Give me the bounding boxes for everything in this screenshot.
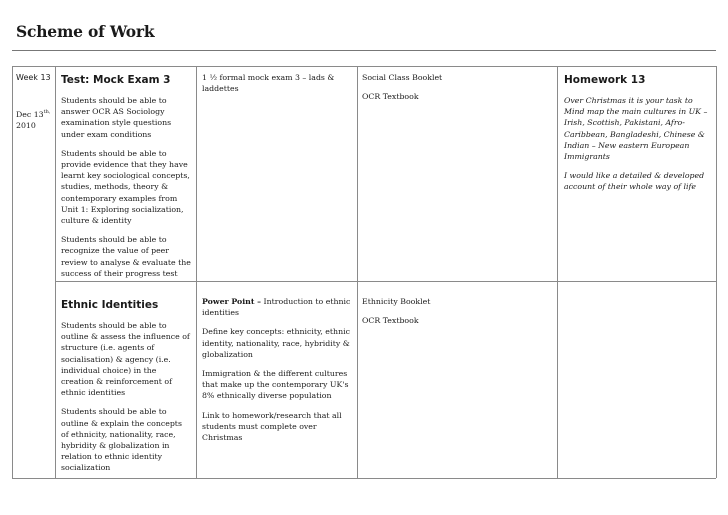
table-top-border bbox=[12, 66, 716, 67]
activity-text: 1 ½ formal mock exam 3 – lads & laddettes bbox=[202, 73, 335, 94]
col-border bbox=[557, 66, 558, 478]
activity-text: Immigration & the different cultures that make up the contemporary UK's 8% ethnically diverse population bbox=[202, 369, 349, 401]
resource-item: Social Class Booklet bbox=[362, 73, 443, 82]
resources-cell-2 bbox=[362, 296, 552, 334]
col-border bbox=[196, 66, 197, 478]
resource-item: OCR Textbook bbox=[362, 316, 419, 326]
col-border bbox=[12, 66, 13, 478]
col-border bbox=[55, 66, 56, 478]
activity-cell-1 bbox=[202, 72, 354, 94]
objectives-cell-1 bbox=[61, 74, 191, 287]
lesson-heading: Test: Mock Exam 3 bbox=[61, 74, 171, 86]
resources-cell-1 bbox=[362, 72, 552, 110]
objective-text: Students should be able to outline & explain the concepts of ethnicity, nationality, race, hybridity & globalization in relation to ethnic identity socialization bbox=[61, 407, 182, 473]
homework-text: Over Christmas it is your task to Mind map the main cultures in UK – Irish, Scottish, Pakistani, Afro-Caribbean, Bangladeshi, Chinese & Indian – New eastern European Immigrants bbox=[564, 96, 708, 162]
objective-text: Students should be able to answer OCR AS Sociology examination style questions under exam conditions bbox=[61, 96, 172, 139]
activity-text: Define key concepts: ethnicity, ethnic identity, nationality, race, hybridity & globalization bbox=[202, 327, 350, 359]
activity-text: Link to homework/research that all students must complete over Christmas bbox=[202, 410, 342, 443]
activity-cell-2 bbox=[202, 296, 354, 451]
objective-text: Students should be able to outline & assess the influence of structure (i.e. agents of socialisation) & agency (i.e. individual choice) in the creation & reinforcement of ethnic identities bbox=[61, 321, 190, 398]
title-rule bbox=[12, 50, 716, 51]
homework-cell bbox=[564, 74, 714, 201]
objectives-cell-2 bbox=[61, 299, 191, 482]
date-label: Dec $13^{th,}$ bbox=[16, 109, 51, 120]
activity-intro: Power Point – Introduction to ethnic identities bbox=[202, 297, 351, 318]
page-title: Scheme of Work bbox=[16, 22, 155, 41]
resource-item: OCR Textbook bbox=[362, 92, 419, 102]
year-label: 2010 bbox=[16, 121, 36, 131]
col-border bbox=[357, 66, 358, 478]
objective-text: Students should be able to provide evidence that they have learnt key sociological concepts, studies, methods, theory & contemporary examples from Unit 1: Exploring socialization, culture & identity bbox=[61, 148, 190, 226]
week-cell bbox=[16, 72, 54, 132]
resource-item: Ethnicity Booklet bbox=[362, 297, 431, 306]
lesson-heading: Ethnic Identities bbox=[61, 299, 159, 311]
homework-text: I would like a detailed & developed account of their whole way of life bbox=[564, 171, 705, 192]
homework-heading: Homework 13 bbox=[564, 74, 646, 86]
col-border bbox=[716, 66, 717, 478]
week-label: Week 13 bbox=[16, 73, 51, 82]
objective-text: Students should be able to recognize the value of peer review to analyse & evaluate the success of their progress test bbox=[61, 235, 191, 278]
